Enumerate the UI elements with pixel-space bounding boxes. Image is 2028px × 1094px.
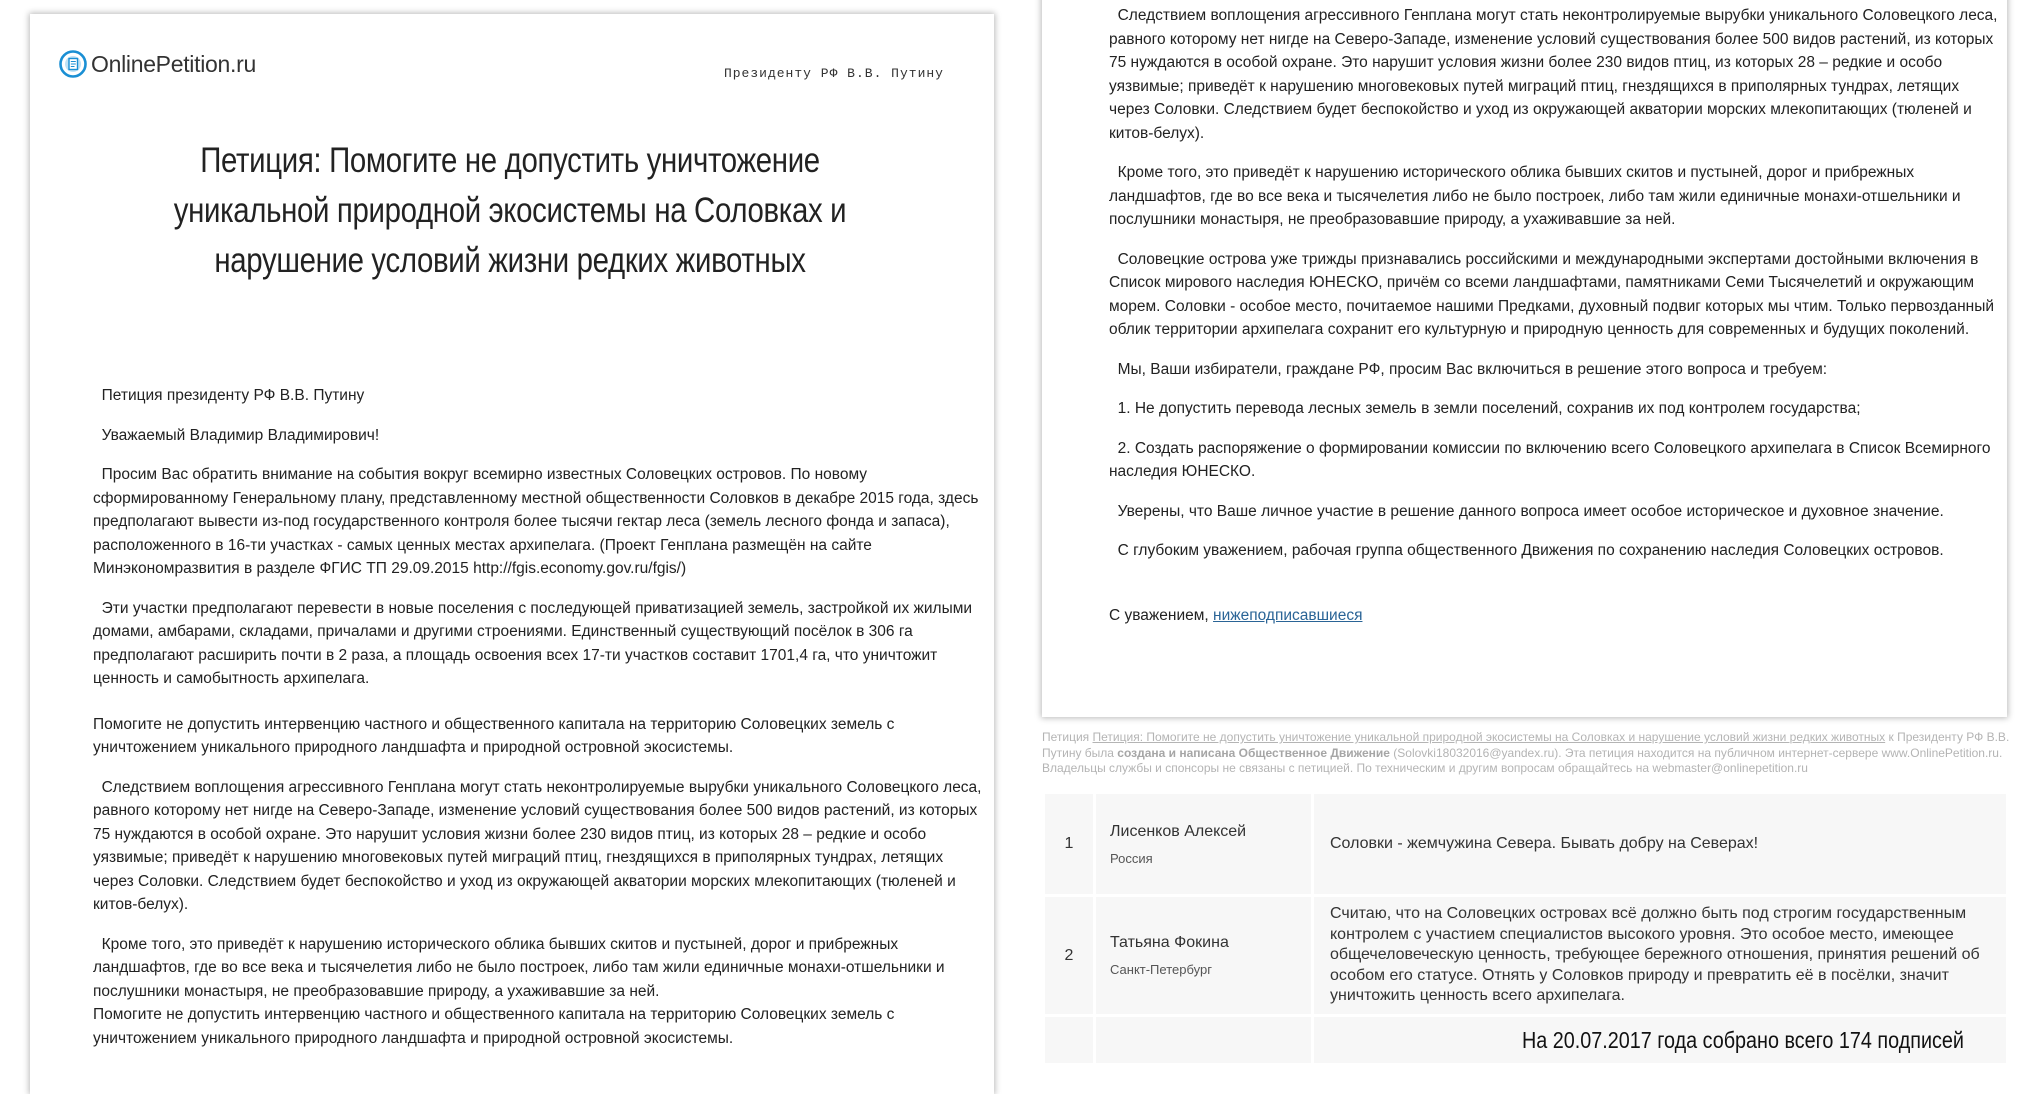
signature-total (1313, 1016, 2008, 1065)
note-author: создана и написана Общественное Движение (1117, 745, 1390, 760)
logo-icon (58, 49, 88, 79)
paragraph: Соловецкие острова уже трижды признавались российскими и международными экспертами достойными включения в Список мирового наследия ЮНЕСКО, причём со всеми ландшафтами, памятниками Семи Тысячелетий и окружающим морем. Соловки - особое место, почитаемое нашими Предками, духовный подвиг которых мы чтим. Только первозданный облик территории архипелага сохранит его культурную и природную ценность для современных и будущих поколений. (1109, 250, 1995, 338)
signer-name: Лисенков Алексей (1110, 822, 1247, 840)
petition-footer-note (1042, 730, 2014, 777)
petition-page-1 (30, 14, 994, 1094)
salutation-heading: Петиция президенту РФ В.В. Путину (93, 387, 365, 404)
signer-comment: Считаю, что на Соловецких островах всё должно быть под строгим государственным контролем с участием специалистов высокого уровня. Это особое место, имеющее общечеловеческую ценность, требующее бережного отношения, принятия решений об особом его статусе. Отнять у Соловков природу и превратить её в посёлки, значит уничтожить ценность всего архипелага. (1313, 896, 2008, 1016)
petition-title: Петиция: Помогите не допустить уничтожение уникальной природной экосистемы на Соловках и нарушение условий жизни редких животных (173, 141, 847, 280)
petition-page-2 (1042, 0, 2007, 717)
total-text: На 20.07.2017 года собрано всего 174 подписей (1522, 1026, 1964, 1053)
signatures-table (1042, 791, 2009, 1066)
signer-city: Россия (1110, 850, 1153, 866)
signoff-text: С уважением, (1109, 606, 1214, 624)
paragraph: С глубоким уважением, рабочая группа общественного Движения по сохранению наследия Соловецких островов. (1109, 542, 1944, 559)
paragraph: Помогите не допустить интервенцию частного и общественного капитала на территорию Соловецких земель с уничтожением уникального природного ландшафта и природной островной экосистемы. (93, 715, 895, 756)
paragraph: Просим Вас обратить внимание на события вокруг всемирно известных Соловецких островов. По новому сформированному Генеральному плану, представленному местной общественности Соловков в декабре 2015 года, здесь предполагают вывести из-под государственного контроля более тысячи гектар леса (земель лесного фонда и запаса), расположенного в 16-ти участках - самых ценных местах архипелага. (Проект Генплана размещён на сайте Минэкономразвития в разделе ФГИС ТП 29.09.2015 http://fgis.economy.gov.ru/fgis/) (93, 466, 979, 577)
table-row (1044, 1016, 2008, 1065)
site-name: OnlinePetition.ru (91, 50, 256, 77)
salutation: Уважаемый Владимир Владимирович! (93, 426, 380, 444)
demand-item: 1. Не допустить перевода лесных земель в земли поселений, сохранив их под контролем государства; (1109, 400, 1861, 417)
table-row (1044, 793, 2008, 896)
signer-cell (1095, 896, 1313, 1016)
signers-link[interactable]: нижеподписавшиеся (1213, 606, 1363, 624)
paragraph: Кроме того, это приведёт к нарушению исторического облика бывших скитов и пустыней, дорог и прибрежных ландшафтов, где во все века и тысячелетия либо не было построек, либо там жили единичные монахи-отшельники и послушники монастыря, не преобразовавшие природу, а ухаживавшие за ней. (93, 935, 945, 1000)
petition-title-link[interactable]: Петиция: Помогите не допустить уничтожение уникальной природной экосистемы на Соловках и нарушение условий жизни редких животных (1092, 730, 1886, 744)
signer-name: Татьяна Фокина (1110, 934, 1229, 951)
signer-city: Санкт-Петербург (1110, 962, 1212, 977)
paragraph: Уверены, что Ваше личное участие в решение данного вопроса имеет особое историческое и духовное значение. (1109, 502, 1944, 520)
note-prefix: Петиция (1042, 730, 1093, 744)
site-logo[interactable] (58, 44, 256, 84)
petition-body-left (93, 384, 983, 1050)
empty-cell (1044, 1016, 1095, 1065)
paragraph: Мы, Ваши избиратели, граждане РФ, просим Вас включиться в решение этого вопроса и требуем: (1109, 360, 1828, 378)
petition-body-right (1109, 4, 1999, 625)
paragraph: Эти участки предполагают перевести в новые поселения с последующей приватизацией земель, застройкой их жилыми домами, амбарами, складами, причалами и другими строениями. Единственный существующий посёлок в 306 га предполагают расширить почти в 2 раза, а площадь освоения всех 17-ти участков составит 1701,4 га, что уничтожит ценность и самобытность архипелага. (93, 599, 973, 687)
signature-number: 1 (1044, 793, 1095, 896)
paragraph: Помогите не допустить интервенцию частного и общественного капитала на территорию Соловецких земель с уничтожением уникального природного ландшафта и природной островной экосистемы. (93, 1006, 895, 1047)
signer-cell (1095, 793, 1313, 896)
note-middle: к Президенту РФ В.В. Путину была (1042, 730, 2010, 760)
paragraph: Следствием воплощения агрессивного Генплана могут стать неконтролируемые вырубки уникального Соловецкого леса, равного которому нет нигде на Северо-Западе, изменение условий существования более 500 видов растений, из которых 75 нуждаются в особой охране. Это нарушит условия жизни более 230 видов птиц, из которых 28 – редкие и особо уязвимые; приведёт к нарушению многовековых путей миграций птиц, гнездящихся в приполярных тундрах, летящих через Соловки. Следствием будет беспокойство и уход из окружающей акватории морских млекопитающих (тюленей и китов-белух). (93, 778, 982, 913)
demand-item: 2. Создать распоряжение о формировании комиссии по включению всего Соловецкого архипелага в Список Всемирного наследия ЮНЕСКО. (1109, 439, 1991, 480)
addressee: Президенту РФ В.В. Путину (723, 66, 944, 81)
paragraph: Кроме того, это приведёт к нарушению исторического облика бывших скитов и пустыней, дорог и прибрежных ландшафтов, где во все века и тысячелетия либо не было построек, либо там жили единичные монахи-отшельники и послушники монастыря, не преобразовавшие природу, а ухаживавшие за ней. (1109, 164, 1961, 228)
signature-number: 2 (1044, 896, 1095, 1016)
table-row (1044, 896, 2008, 1016)
signer-comment: Соловки - жемчужина Севера. Бывать добру на Северах! (1313, 793, 2008, 896)
signoff (1109, 607, 1999, 625)
note-contacts: (Solovki18032016@yandex.ru). Эта петиция находится на публичном интернет-сервере www.OnlinePetition.ru. Владельцы службы и спонсоры не связаны с петицией. По техническим и другим вопросам обращайтесь на webmaster@onlinepetition.ru (1042, 745, 2003, 775)
paragraph: Следствием воплощения агрессивного Генплана могут стать неконтролируемые вырубки уникального Соловецкого леса, равного которому нет нигде на Северо-Западе, изменение условий существования более 500 видов растений, из которых 75 нуждаются в особой охране. Это нарушит условия жизни более 230 видов птиц, из которых 28 – редкие и особо уязвимые; приведёт к нарушению многовековых путей миграций птиц, гнездящихся в приполярных тундрах, летящих через Соловки. Следствием будет беспокойство и уход из окружающей акватории морских млекопитающих (тюленей и китов-белух). (1109, 7, 1998, 142)
empty-cell (1095, 1016, 1313, 1065)
